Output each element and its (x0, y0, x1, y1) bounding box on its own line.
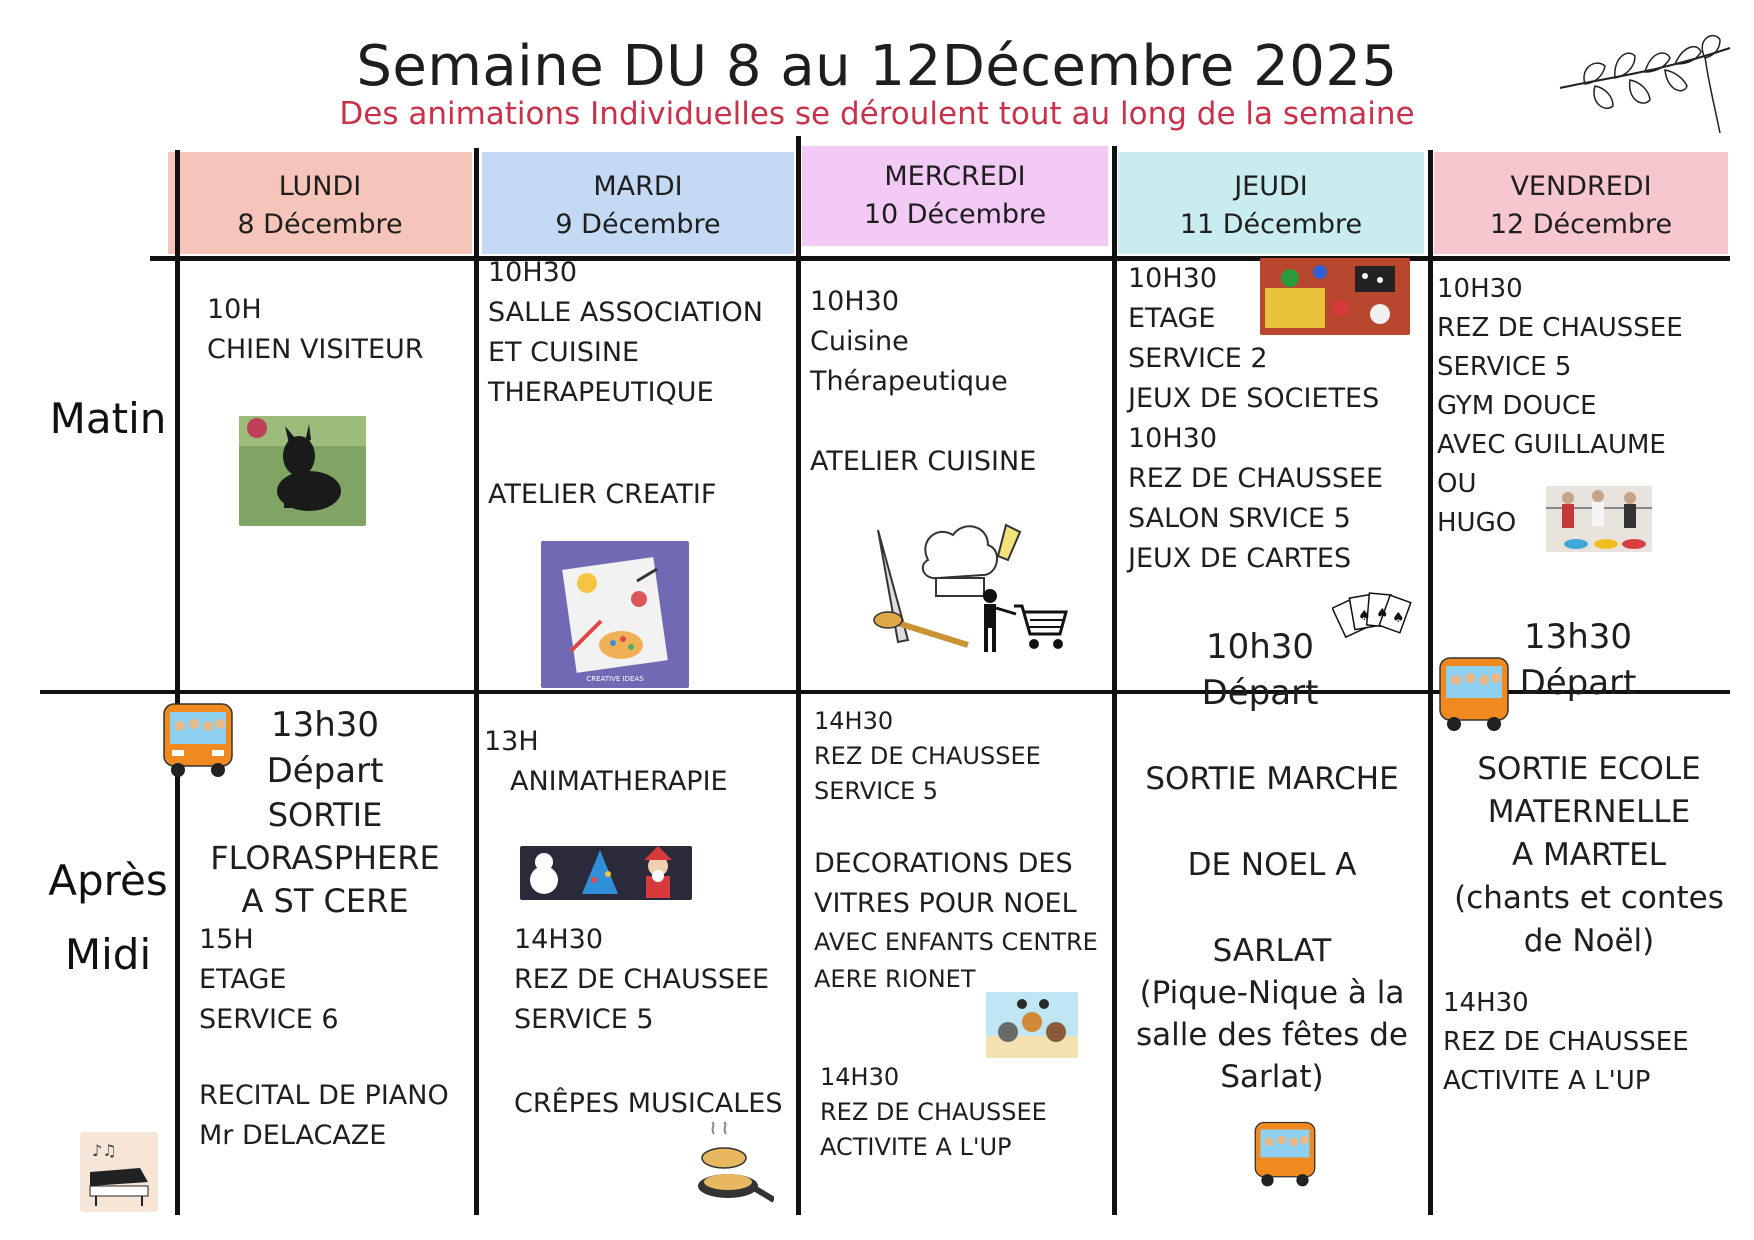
time: 10H (207, 294, 262, 325)
svg-text:♠: ♠ (1358, 608, 1371, 624)
cell-vendredi-apres-2 (1443, 984, 1689, 1101)
grid-line (1112, 146, 1117, 1215)
activity: (chants et contes (1454, 880, 1724, 916)
activity: MATERNELLE (1487, 794, 1691, 830)
cell-mercredi-matin (810, 282, 1036, 482)
header-lundi (168, 152, 472, 254)
transition-jeudi (1160, 624, 1360, 716)
dog-photo-icon (239, 416, 366, 526)
cell-mardi-matin (488, 253, 763, 515)
day-name: LUNDI (278, 171, 362, 202)
day-date: 10 Décembre (863, 199, 1047, 230)
time: 13h30 (270, 705, 380, 745)
time: 10H30 (488, 257, 578, 288)
activity: JEUX DE SOCIETES (1128, 383, 1380, 414)
time: 10H30 (1437, 274, 1523, 304)
activity: A MARTEL (1511, 837, 1667, 873)
activity: DECORATIONS DES (814, 848, 1073, 879)
activity: REZ DE CHAUSSEE (1437, 313, 1683, 343)
activity: OU (1437, 469, 1477, 499)
cell-lundi-matin (207, 290, 424, 370)
cell-mardi-apres-2 (514, 920, 782, 1124)
activity: ACTIVITE A L'UP (1443, 1066, 1651, 1096)
activity: Sarlat) (1220, 1059, 1324, 1095)
gym-photo-icon (1546, 486, 1652, 552)
activity: REZ DE CHAUSSEE (514, 964, 770, 995)
cell-mercredi-apres-3 (820, 1060, 1047, 1165)
cell-jeudi-apres (1122, 758, 1422, 1098)
grid-line (1428, 150, 1433, 1215)
time: 13H (484, 726, 539, 757)
header-vendredi (1434, 152, 1728, 254)
time: 10H30 (1128, 423, 1218, 454)
time: 13h30 (1523, 617, 1633, 657)
activity: REZ DE CHAUSSEE (820, 1098, 1047, 1126)
activity: SORTIE MARCHE (1145, 761, 1399, 797)
activity: REZ DE CHAUSSEE (1443, 1027, 1689, 1057)
svg-text:♪♫: ♪♫ (92, 1141, 117, 1160)
header-mercredi (802, 146, 1108, 246)
branch-decoration-icon (1555, 28, 1735, 138)
activity: de Noël) (1523, 923, 1655, 959)
activity: AVEC GUILLAUME (1437, 430, 1666, 460)
day-name: VENDREDI (1510, 171, 1652, 202)
activity: ET CUISINE (488, 337, 640, 368)
activity: REZ DE CHAUSSEE (1128, 463, 1384, 494)
activity: Cuisine (810, 326, 909, 357)
activity: SALLE ASSOCIATION (488, 297, 763, 328)
activity: SERVICE 2 (1128, 343, 1268, 374)
svg-text:♠: ♠ (1392, 610, 1405, 626)
grid-line (150, 256, 1730, 261)
cell-mercredi-apres-2 (814, 844, 1098, 998)
activity: Départ (266, 751, 384, 791)
children-pets-image-icon (986, 992, 1078, 1058)
activity: JEUX DE CARTES (1128, 543, 1352, 574)
day-name: JEUDI (1234, 171, 1308, 202)
activity: SERVICE 5 (1437, 352, 1572, 382)
activity: ETAGE (199, 964, 287, 995)
activity: SORTIE (267, 796, 383, 834)
day-name: MARDI (593, 171, 683, 202)
day-date: 8 Décembre (237, 209, 403, 240)
time: 14H30 (514, 924, 604, 955)
time: 14H30 (814, 707, 894, 735)
day-name: MERCREDI (884, 161, 1026, 192)
row-label-midi: Midi (64, 930, 152, 979)
activity: CHIEN VISITEUR (207, 334, 424, 365)
bus-icon (1434, 654, 1514, 734)
activity: SERVICE 5 (814, 777, 939, 805)
day-date: 9 Décembre (555, 209, 721, 240)
page-subtitle: Des animations Individuelles se déroulent tout au long de la semaine (339, 96, 1415, 132)
cell-lundi-apres-2 (199, 920, 449, 1156)
time: 15H (199, 924, 254, 955)
activity: ATELIER CUISINE (810, 446, 1037, 477)
activity: ANIMATHERAPIE (510, 766, 728, 797)
cell-vendredi-apres (1444, 748, 1734, 963)
cell-mercredi-apres (814, 704, 1041, 809)
bus-icon (158, 700, 238, 780)
time: 10H30 (1128, 263, 1218, 294)
activity: ACTIVITE A L'UP (820, 1133, 1012, 1161)
activity: CRÊPES MUSICALES (514, 1088, 783, 1119)
activity: Départ (1519, 663, 1637, 703)
activity: HUGO (1437, 508, 1517, 538)
activity: GYM DOUCE (1437, 391, 1597, 421)
day-date: 12 Décembre (1489, 209, 1673, 240)
activity: FLORASPHERE (210, 839, 440, 877)
page-title: Semaine DU 8 au 12Décembre 2025 (356, 34, 1398, 99)
header-jeudi (1118, 152, 1424, 254)
time: 14H30 (820, 1063, 900, 1091)
board-games-photo-icon (1260, 258, 1410, 335)
svg-text:♠: ♠ (1376, 606, 1389, 622)
activity: Thérapeutique (810, 366, 1008, 397)
bus-icon (1250, 1114, 1320, 1194)
day-date: 11 Décembre (1179, 209, 1363, 240)
activity: AERE RIONET (814, 965, 976, 993)
piano-icon (80, 1132, 158, 1212)
shopping-cart-icon (978, 586, 1068, 656)
time: 10H30 (810, 286, 900, 317)
activity: REZ DE CHAUSSEE (814, 742, 1041, 770)
activity: (Pique-Nique à la (1139, 975, 1405, 1011)
cell-mardi-apres (484, 722, 728, 802)
activity: DE NOEL A (1187, 847, 1357, 883)
activity: VITRES POUR NOEL (814, 888, 1077, 919)
activity: AVEC ENFANTS CENTRE (814, 928, 1098, 956)
time: 10h30 (1205, 627, 1315, 667)
activity: ETAGE (1128, 303, 1216, 334)
card-caption: CREATIVE IDEAS (586, 675, 644, 683)
activity: Mr DELACAZE (199, 1120, 387, 1151)
activity: SERVICE 5 (514, 1004, 654, 1035)
grid-line (175, 150, 180, 1215)
activity: A ST CERE (241, 882, 409, 920)
grid-line (474, 148, 479, 1215)
creative-ideas-image-icon (541, 541, 689, 688)
grid-line (796, 136, 801, 1215)
row-label-apres: Après (48, 856, 168, 905)
header-mardi (482, 152, 794, 254)
activity: THERAPEUTIQUE (488, 377, 714, 408)
time: 14H30 (1443, 988, 1529, 1018)
activity: SERVICE 6 (199, 1004, 339, 1035)
activity: SALON SRVICE 5 (1128, 503, 1351, 534)
activity: Départ (1201, 673, 1319, 713)
activity: salle des fêtes de (1135, 1017, 1409, 1053)
christmas-banner-icon (520, 846, 692, 900)
activity: SARLAT (1212, 933, 1332, 969)
activity: RECITAL DE PIANO (199, 1080, 449, 1111)
activity: SORTIE ECOLE (1477, 751, 1701, 787)
row-label-matin: Matin (49, 394, 167, 443)
activity: ATELIER CREATIF (488, 479, 717, 510)
crepe-pan-icon (694, 1122, 774, 1212)
